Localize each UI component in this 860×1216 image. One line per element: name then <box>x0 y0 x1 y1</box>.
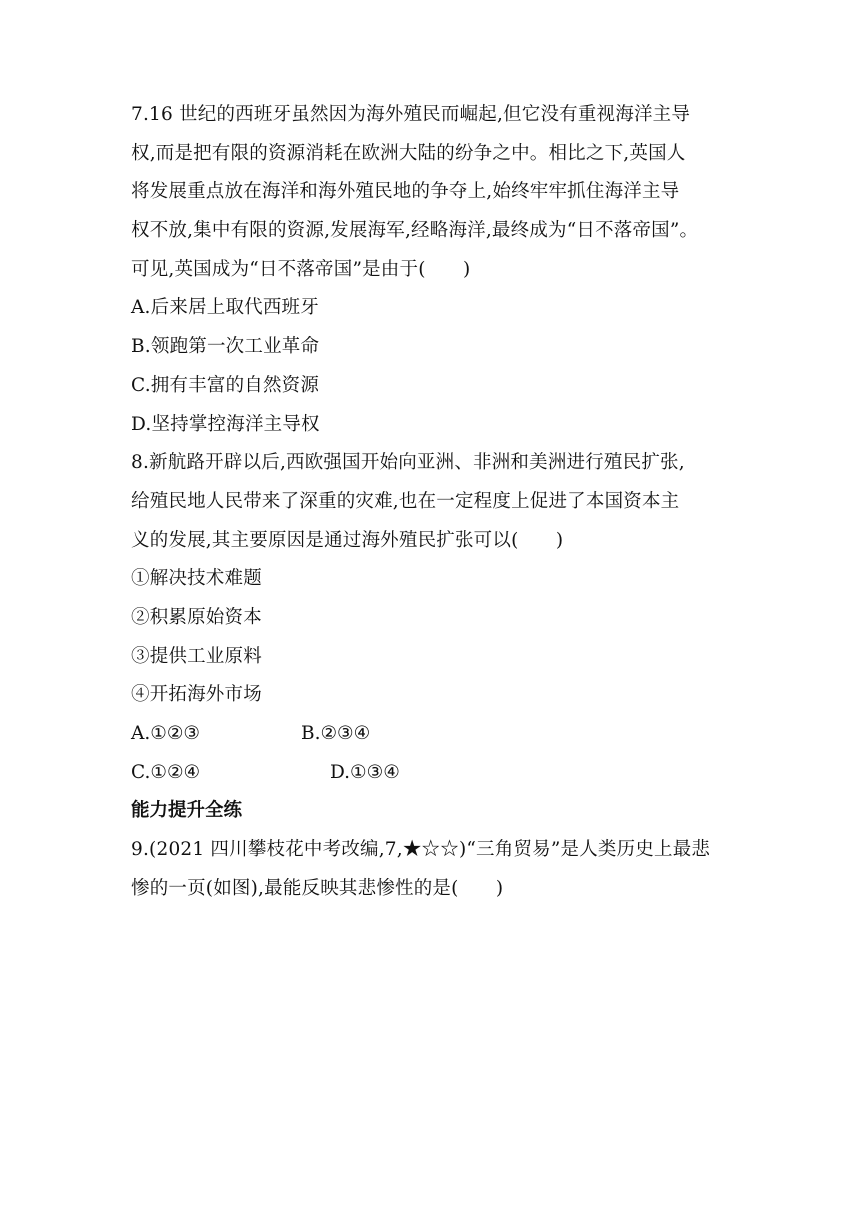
question-8-item-1: ①解决技术难题 <box>131 568 262 590</box>
question-7 <box>131 96 731 444</box>
question-content <box>131 96 731 908</box>
question-8-options-row-2 <box>131 754 731 793</box>
question-9 <box>131 831 731 908</box>
question-9-stem-line: 惨的一页(如图),最能反映其悲惨性的是( ) <box>131 877 504 899</box>
question-8-stem-line: 义的发展,其主要原因是通过海外殖民扩张可以( ) <box>131 529 564 551</box>
question-8-option-a: A.①②③ <box>131 723 200 744</box>
question-8-option-b: B.②③④ <box>301 723 371 744</box>
question-9-stem-line: 9.(2021 四川攀枝花中考改编,7,★☆☆)“三角贸易”是人类历史上最悲 <box>131 839 711 861</box>
question-8-stem-line: 给殖民地人民带来了深重的灾难,也在一定程度上促进了本国资本主 <box>131 490 680 512</box>
question-8-options-row-1 <box>131 715 731 754</box>
question-8-option-c: C.①②④ <box>131 761 201 783</box>
question-7-option-d: D.坚持掌控海洋主导权 <box>131 413 320 435</box>
question-8-item-4: ④开拓海外市场 <box>131 684 262 706</box>
question-7-stem-line: 7.16 世纪的西班牙虽然因为海外殖民而崛起,但它没有重视海洋主导 <box>131 104 691 125</box>
question-7-option-a: A.后来居上取代西班牙 <box>131 297 319 319</box>
section-heading: 能力提升全练 <box>131 800 243 822</box>
question-8-stem-line: 8.新航路开辟以后,西欧强国开始向亚洲、非洲和美洲进行殖民扩张, <box>131 452 685 474</box>
question-7-stem-line: 权不放,集中有限的资源,发展海军,经略海洋,最终成为“日不落帝国”。 <box>131 220 699 242</box>
question-7-option-c: C.拥有丰富的自然资源 <box>131 374 320 396</box>
question-8-item-2: ②积累原始资本 <box>131 606 262 628</box>
question-7-stem-line: 将发展重点放在海洋和海外殖民地的争夺上,始终牢牢抓住海洋主导 <box>131 181 680 203</box>
question-8-item-3: ③提供工业原料 <box>131 645 262 667</box>
question-8-option-d: D.①③④ <box>330 761 400 783</box>
question-7-option-b: B.领跑第一次工业革命 <box>131 336 320 358</box>
question-7-stem-line: 权,而是把有限的资源消耗在欧洲大陆的纷争之中。相比之下,英国人 <box>131 142 686 164</box>
question-7-stem-line: 可见,英国成为“日不落帝国”是由于( ) <box>131 258 471 280</box>
question-8 <box>131 444 731 792</box>
